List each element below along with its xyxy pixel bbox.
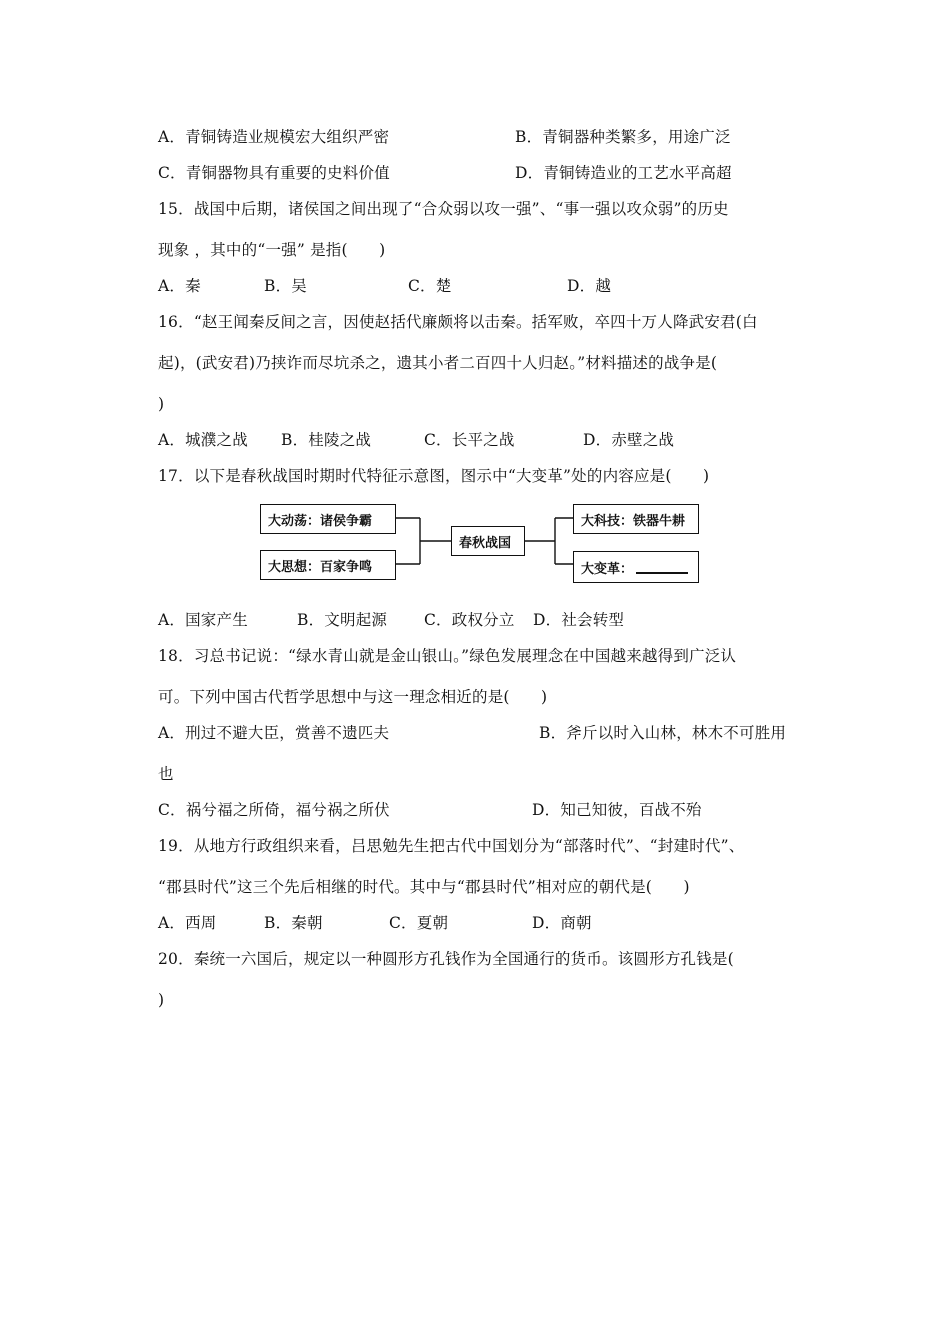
q16-option-b: B．桂陵之战 [281,431,372,449]
q15-stem-line2: 现象 ，其中的“一强” 是指( ) [158,241,386,259]
q17-stem-line1: 17．以下是春秋战国时期时代特征示意图，图示中“大变革”处的内容应是( ) [158,467,710,485]
q19-option-c: C．夏朝 [389,914,449,932]
q14-option-b: B．青铜器种类繁多，用途广泛 [515,128,731,146]
q20-stem-line1: 20．秦统一六国后，规定以一种圆形方孔钱作为全国通行的货币。该圆形方孔钱是( [158,950,734,968]
answer-blank [636,560,688,574]
q14-option-c: C．青铜器物具有重要的史料价值 [158,164,390,182]
box-great-reform [573,551,699,583]
q17-option-d: D．社会转型 [533,611,625,629]
box-great-turmoil: 大动荡：诸侯争霸 [260,504,396,534]
era-features-diagram [255,496,710,588]
q18-stem-line2: 可。下列中国古代哲学思想中与这一理念相近的是( ) [158,688,548,706]
q20-stem-line2: ) [158,991,165,1009]
q18-option-c: C．祸兮福之所倚，福兮祸之所伏 [158,801,390,819]
box-great-thought: 大思想：百家争鸣 [260,550,396,580]
q18-option-d: D．知己知彼，百战不殆 [532,801,702,819]
q18-stem-line1: 18．习总书记说：“绿水青山就是金山银山。”绿色发展理念在中国越来越得到广泛认 [158,647,737,665]
q19-option-b: B．秦朝 [264,914,323,932]
box-spring-autumn-warring-states: 春秋战国 [451,526,525,556]
q14-option-a: A．青铜铸造业规模宏大组织严密 [158,128,390,146]
q16-option-d: D．赤壁之战 [583,431,675,449]
q19-stem-line2: “郡县时代”这三个先后相继的时代。其中与“郡县时代”相对应的朝代是( ) [158,878,690,896]
q19-stem-line1: 19．从地方行政组织来看，吕思勉先生把古代中国划分为“部落时代”、“封建时代”、 [158,837,745,855]
q16-stem-line1: 16．“赵王闻秦反间之言，因使赵括代廉颇将以击秦。括军败，卒四十万人降武安君(白 [158,313,758,331]
q15-option-b: B．吴 [264,277,307,295]
q18-option-b: B．斧斤以时入山林，林木不可胜用 [539,724,787,742]
q15-option-d: D．越 [567,277,612,295]
q15-stem-line1: 15．战国中后期，诸侯国之间出现了“合众弱以攻一强”、“事一强以攻众弱”的历史 [158,200,729,218]
q15-option-c: C．楚 [408,277,452,295]
q14-option-d: D．青铜铸造业的工艺水平高超 [515,164,732,182]
q15-option-a: A．秦 [158,277,201,295]
q17-option-b: B．文明起源 [297,611,388,629]
q16-stem-line3: ) [158,395,165,413]
q17-option-a: A．国家产生 [158,611,248,629]
q16-option-a: A．城濮之战 [158,431,248,449]
box-great-reform-label: 大变革： [581,561,634,577]
q17-option-c: C．政权分立 [424,611,515,629]
box-great-technology: 大科技：铁器牛耕 [573,504,699,534]
q16-stem-line2: 起)，(武安君)乃挟诈而尽坑杀之，遗其小者二百四十人归赵。”材料描述的战争是( [158,354,718,372]
q19-option-a: A．西周 [158,914,217,932]
q18-option-b-continued: 也 [158,765,174,783]
q18-option-a: A．刑过不避大臣，赏善不遗匹夫 [158,724,390,742]
q16-option-c: C．长平之战 [424,431,515,449]
q19-option-d: D．商朝 [532,914,592,932]
